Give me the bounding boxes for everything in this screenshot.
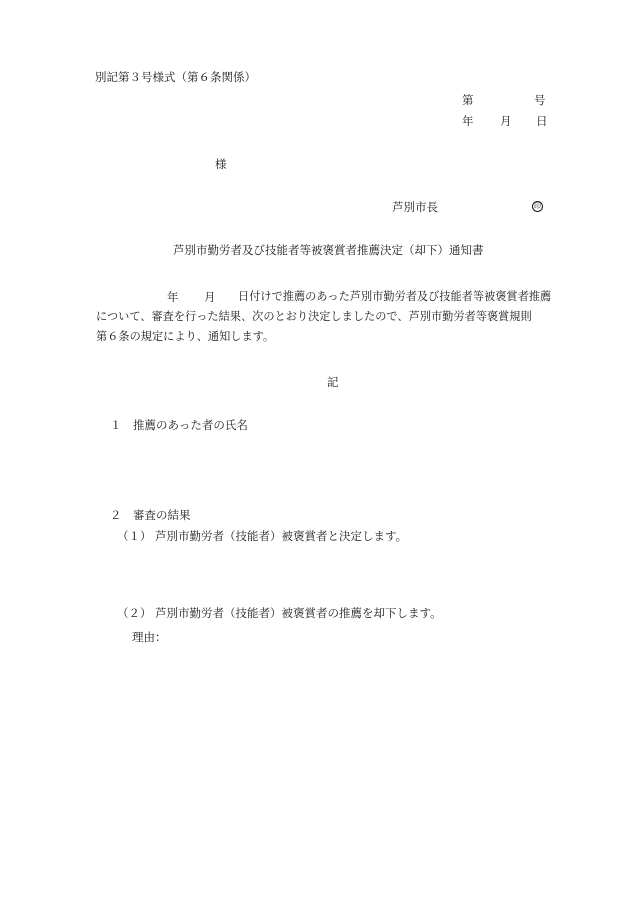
section-1-number: １ bbox=[110, 418, 122, 432]
form-id: 別記第３号様式（第６条関係） bbox=[95, 70, 256, 84]
document-title: 芦別市勤労者及び技能者等被褒賞者推薦決定（却下）通知書 bbox=[173, 243, 484, 257]
body-line-2: について、審査を行った結果、次のとおり決定しましたので、芦別市勤労者等褒賞規則 bbox=[96, 310, 532, 323]
date-day: 日 bbox=[536, 114, 548, 128]
doc-number-prefix: 第 bbox=[462, 93, 474, 107]
body-year: 年 bbox=[167, 290, 179, 304]
doc-number-suffix: 号 bbox=[534, 93, 546, 107]
addressee-suffix: 様 bbox=[215, 157, 227, 171]
issuer: 芦別市長 bbox=[392, 200, 438, 214]
item-1-number: （１） bbox=[117, 529, 152, 543]
ki-heading: 記 bbox=[327, 375, 339, 389]
item-2-text: 芦別市勤労者（技能者）被褒賞者の推薦を却下します。 bbox=[155, 606, 442, 620]
section-2-number: ２ bbox=[110, 508, 122, 522]
reason-label: 理由： bbox=[132, 630, 167, 644]
item-2-number: （２） bbox=[117, 606, 152, 620]
item-1-text: 芦別市勤労者（技能者）被褒賞者と決定します。 bbox=[155, 529, 408, 543]
seal-mark: 印 bbox=[534, 202, 541, 210]
body-line-3: 第６条の規定により、通知します。 bbox=[96, 330, 275, 343]
date-month: 月 bbox=[500, 114, 512, 128]
body-line-1: 日付けで推薦のあった芦別市勤労者及び技能者等被褒賞者推薦 bbox=[238, 290, 552, 303]
section-2-label: 審査の結果 bbox=[133, 508, 191, 522]
section-1-label: 推薦のあった者の氏名 bbox=[133, 418, 248, 432]
body-month: 月 bbox=[204, 290, 216, 304]
date-year: 年 bbox=[462, 114, 474, 128]
